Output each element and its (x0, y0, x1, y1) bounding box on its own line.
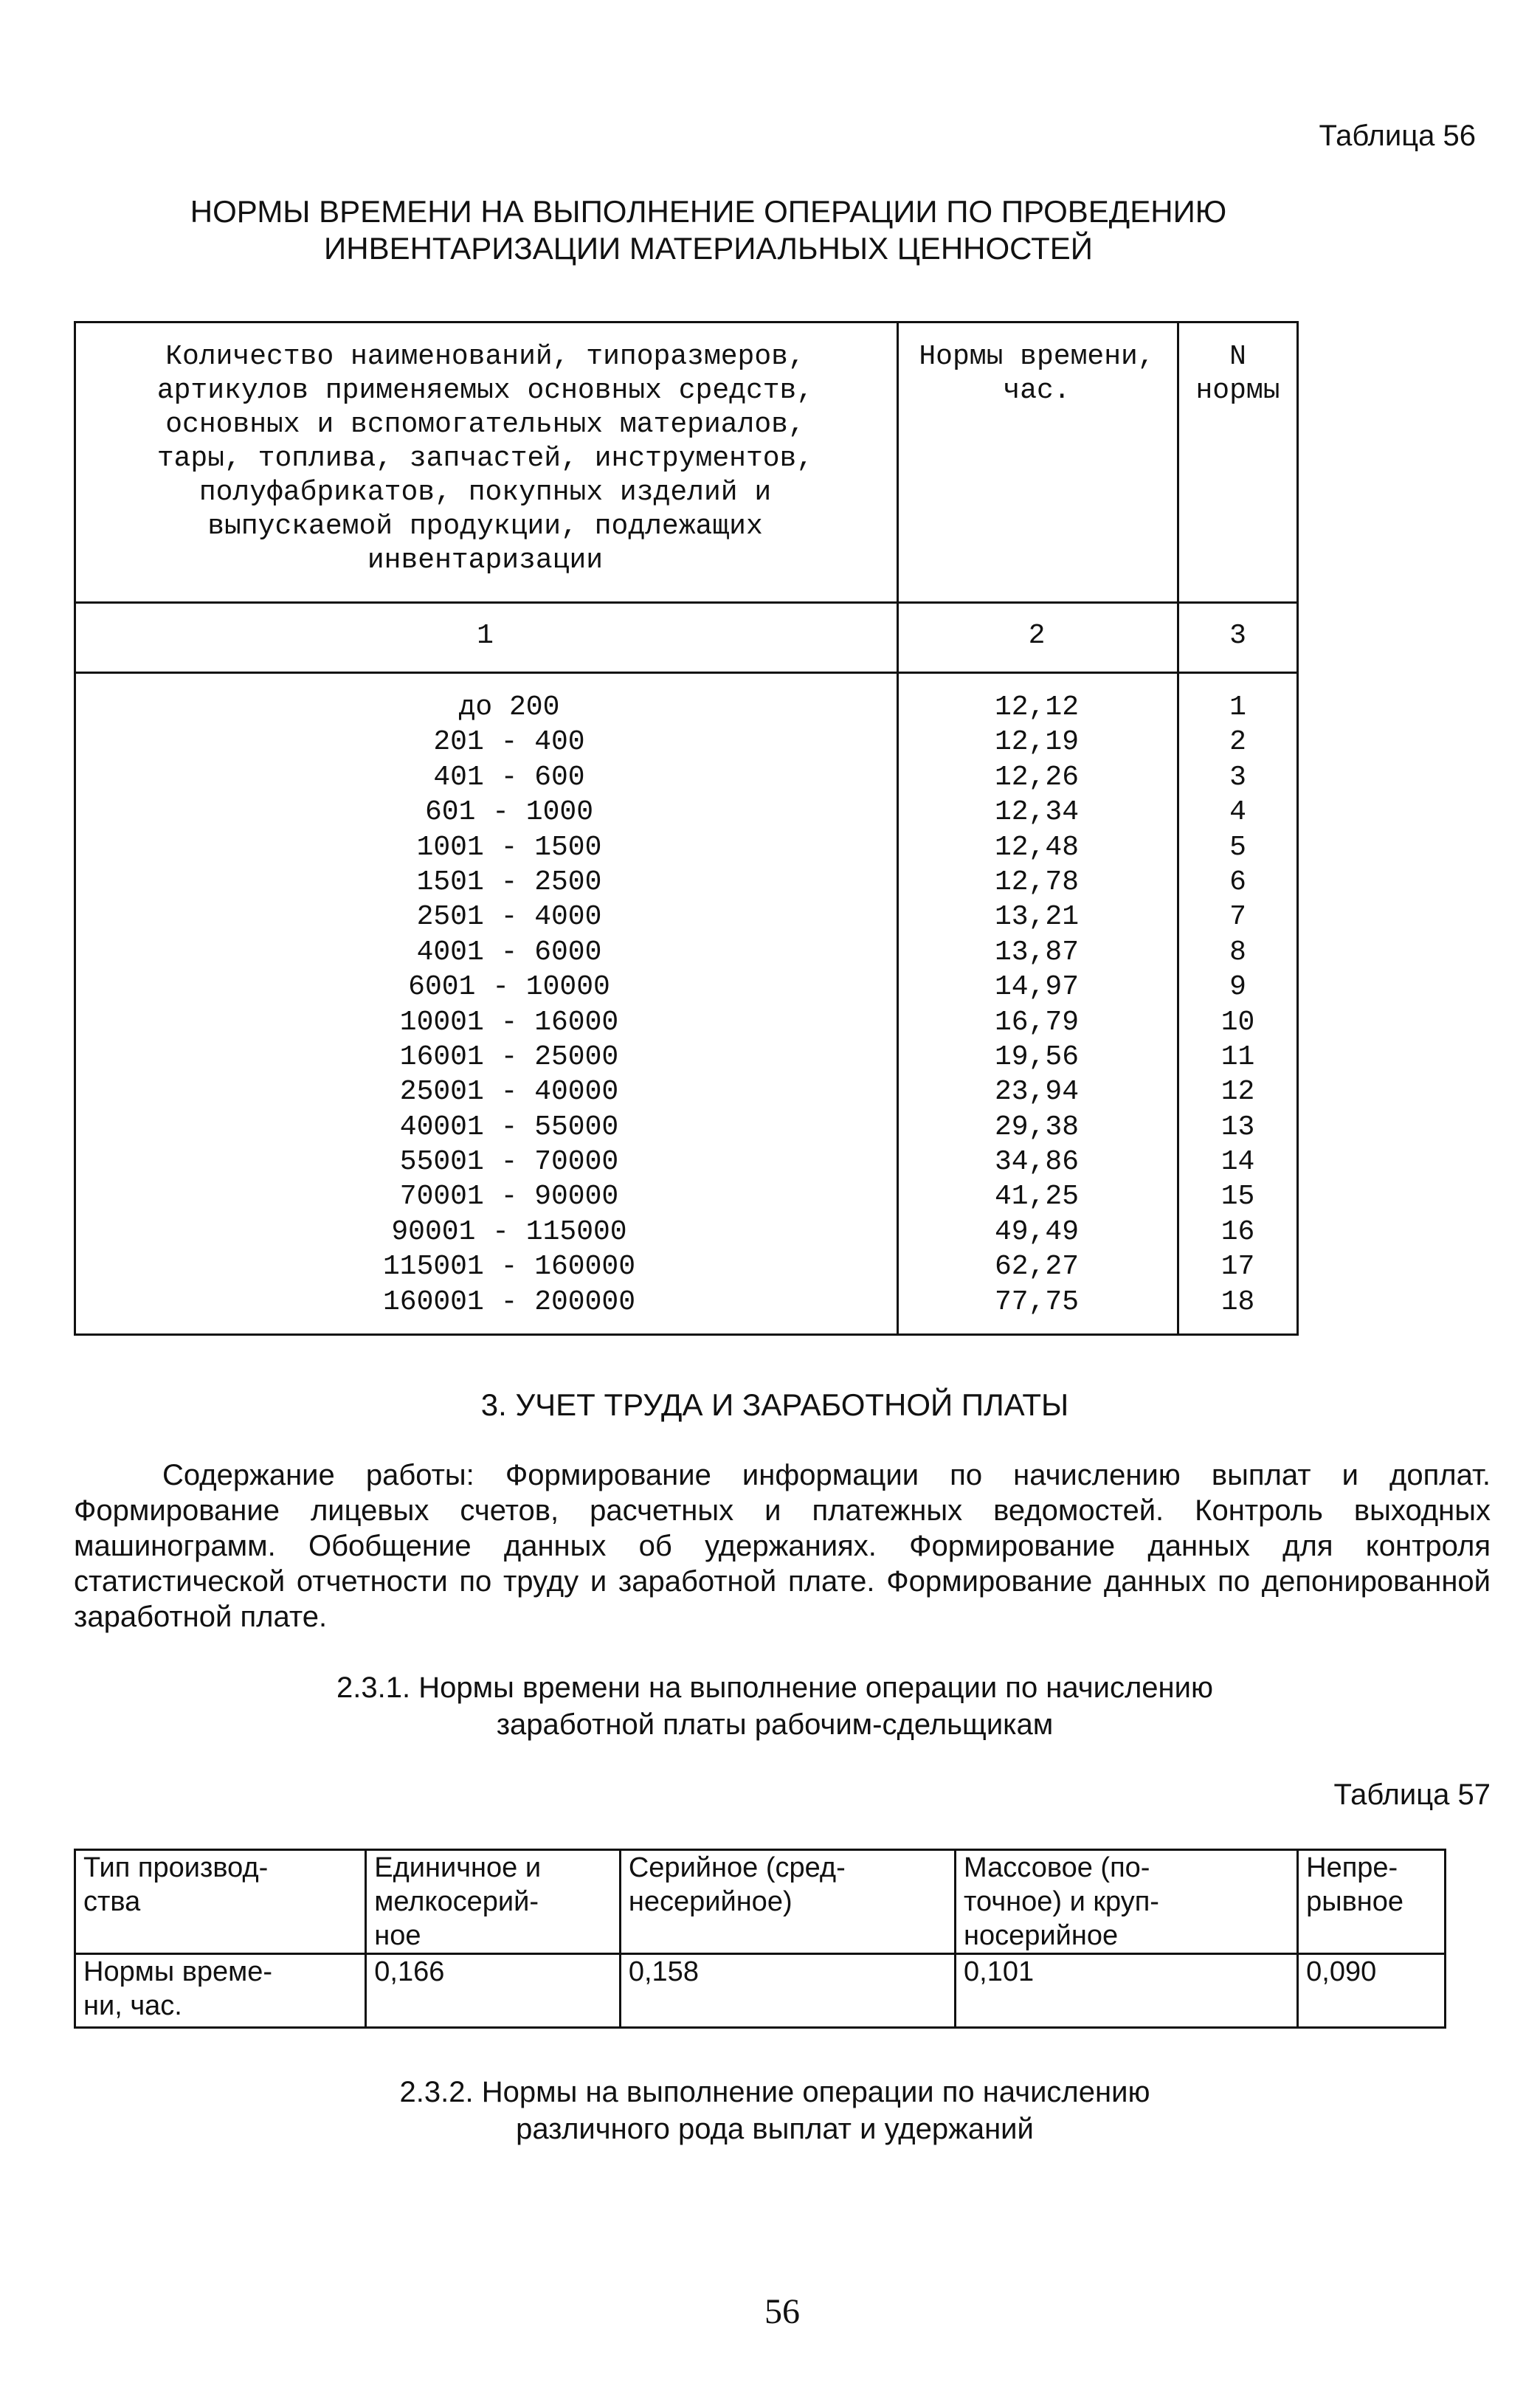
table-56-colnum-2: 2 (1028, 620, 1046, 652)
table-row-time: 41,25 (994, 1181, 1080, 1213)
table-row-time: 12,12 (994, 691, 1080, 723)
table-row-time: 12,48 (994, 831, 1080, 863)
table-row-range: до 200 (458, 691, 560, 723)
table-row-range: 115001 - 160000 (382, 1251, 636, 1283)
table-row-time: 12,78 (994, 866, 1080, 898)
table-57-header-cell: Серийное (сред- несерийное) (620, 1850, 955, 1954)
table-row-time: 77,75 (994, 1286, 1080, 1318)
table-row-time: 14,97 (994, 971, 1080, 1004)
table-57-value-cell: 0,166 (366, 1954, 621, 2028)
subsection-2-3-2-heading (148, 2074, 1402, 2147)
table-row-time: 12,19 (994, 726, 1080, 759)
table-row-n: 7 (1229, 901, 1246, 934)
table-row-n: 17 (1220, 1251, 1255, 1283)
section-3-content: Содержание работы: Формирование информации по начислению выплат и доплат. Формирование лицевых счетов, расчетных и платежных ведомостей. Контроль выходных машинограмм. Обобщение данных об удержаниях. Формирование данных для контроля статистической отчетности по труду и заработной плате. Формирование данных по депонированной заработной плате. (74, 1459, 1491, 1633)
table-row-n: 1 (1229, 691, 1246, 723)
section-3-heading: 3. УЧЕТ ТРУДА И ЗАРАБОТНОЙ ПЛАТЫ (480, 1387, 1069, 1422)
table-row-range: 201 - 400 (433, 726, 585, 759)
table-row-time: 49,49 (994, 1215, 1080, 1248)
table-57-value-cell: 0,101 (956, 1954, 1298, 2028)
table-row-n: 16 (1220, 1215, 1255, 1248)
table-row-time: 13,21 (994, 901, 1080, 934)
table-56-range-column (74, 690, 945, 1319)
table-56-colnum-1: 1 (477, 620, 494, 652)
table-56-label: Таблица 56 (1319, 120, 1476, 152)
table-row-n: 4 (1229, 796, 1246, 829)
table-56-number-divider (74, 672, 1299, 674)
table-row-time: 34,86 (994, 1146, 1080, 1179)
table-56-time-column (897, 690, 1177, 1319)
table-57-header-cell: Непре- рывное (1298, 1850, 1446, 1954)
table-56-title (118, 193, 1299, 267)
table-row-n: 15 (1220, 1181, 1255, 1213)
table-row-range: 90001 - 115000 (391, 1215, 627, 1248)
table-row-range: 401 - 600 (433, 761, 585, 793)
subsection-2-3-1-line-2: заработной платы рабочим-сдельщикам (496, 1708, 1054, 1741)
table-row-range: 6001 - 10000 (408, 971, 610, 1004)
table-row-n: 10 (1220, 1006, 1255, 1038)
table-56-n-column (1177, 690, 1299, 1319)
table-row-range: 16001 - 25000 (399, 1041, 619, 1073)
table-row-range: 70001 - 90000 (399, 1181, 619, 1213)
table-57-header-cell: Массовое (по- точное) и круп- носерийное (956, 1850, 1298, 1954)
table-row-n: 3 (1229, 761, 1246, 793)
table-57-label: Таблица 57 (1333, 1778, 1491, 1811)
table-56-title-line-1: НОРМЫ ВРЕМЕНИ НА ВЫПОЛНЕНИЕ ОПЕРАЦИИ ПО ПРОВЕДЕНИЮ (190, 194, 1227, 229)
table-57-header-cell: Единичное и мелкосерий- ное (366, 1850, 621, 1954)
subsection-2-3-2-line-1: 2.3.2. Нормы на выполнение операции по начислению (399, 2076, 1150, 2108)
subsection-2-3-1-line-1: 2.3.1. Нормы времени на выполнение операции по начислению (336, 1671, 1213, 1704)
table-57-header-cell: Тип производ- ства (75, 1850, 366, 1954)
table-56-title-line-2: ИНВЕНТАРИЗАЦИИ МАТЕРИАЛЬНЫХ ЦЕННОСТЕЙ (324, 231, 1093, 266)
table-56-header-col-3: N нормы (1195, 341, 1280, 407)
table-row-time: 23,94 (994, 1076, 1080, 1108)
table-row-n: 13 (1220, 1111, 1255, 1143)
table-row-range: 2501 - 4000 (416, 901, 602, 934)
table-row-range: 4001 - 6000 (416, 936, 602, 968)
table-row-range: 1501 - 2500 (416, 866, 602, 898)
page-number: 56 (764, 2292, 800, 2331)
table-row-n: 14 (1220, 1146, 1255, 1179)
table-row-range: 1001 - 1500 (416, 831, 602, 863)
table-row-n: 11 (1220, 1041, 1255, 1073)
table-row-time: 12,26 (994, 761, 1080, 793)
table-row-n: 9 (1229, 971, 1246, 1004)
table-row-range: 25001 - 40000 (399, 1076, 619, 1108)
table-row-range: 55001 - 70000 (399, 1146, 619, 1179)
table-57-value-row (75, 1954, 1446, 2028)
table-57-value-cell: 0,090 (1298, 1954, 1446, 2028)
table-row-range: 160001 - 200000 (382, 1286, 636, 1318)
table-row-range: 40001 - 55000 (399, 1111, 619, 1143)
table-56-border-bottom (74, 1333, 1299, 1336)
table-56-colnum-3: 3 (1229, 620, 1246, 652)
table-56-border-top (74, 321, 1299, 323)
subsection-2-3-1-heading (148, 1669, 1402, 1743)
subsection-2-3-2-line-2: различного рода выплат и удержаний (516, 2113, 1034, 2145)
table-57-header-row (75, 1850, 1446, 1954)
table-57-row-label: Нормы време- ни, час. (75, 1954, 366, 2028)
table-56-header-col-2: Нормы времени, час. (919, 341, 1155, 407)
table-row-time: 62,27 (994, 1251, 1080, 1283)
table-56-header-divider (74, 601, 1299, 604)
table-row-n: 5 (1229, 831, 1246, 863)
table-row-time: 16,79 (994, 1006, 1080, 1038)
table-row-n: 12 (1220, 1076, 1255, 1108)
table-56-header-col-1: Количество наименований, типоразмеров, артикулов применяемых основных средств, основных и вспомогательных материалов, тары, топлива, запчастей, инструментов, полуфабрикатов, покупных изделий и выпускаемой продукции, подлежащих инвентаризации (156, 341, 814, 576)
table-row-time: 12,34 (994, 796, 1080, 829)
table-row-n: 2 (1229, 726, 1246, 759)
table-row-time: 19,56 (994, 1041, 1080, 1073)
table-row-range: 601 - 1000 (424, 796, 594, 829)
table-57-value-cell: 0,158 (620, 1954, 955, 2028)
table-row-n: 18 (1220, 1286, 1255, 1318)
table-56 (74, 321, 1299, 1336)
table-row-n: 8 (1229, 936, 1246, 968)
table-57 (74, 1849, 1446, 2029)
table-row-time: 29,38 (994, 1111, 1080, 1143)
table-row-n: 6 (1229, 866, 1246, 898)
table-row-time: 13,87 (994, 936, 1080, 968)
table-row-range: 10001 - 16000 (399, 1006, 619, 1038)
